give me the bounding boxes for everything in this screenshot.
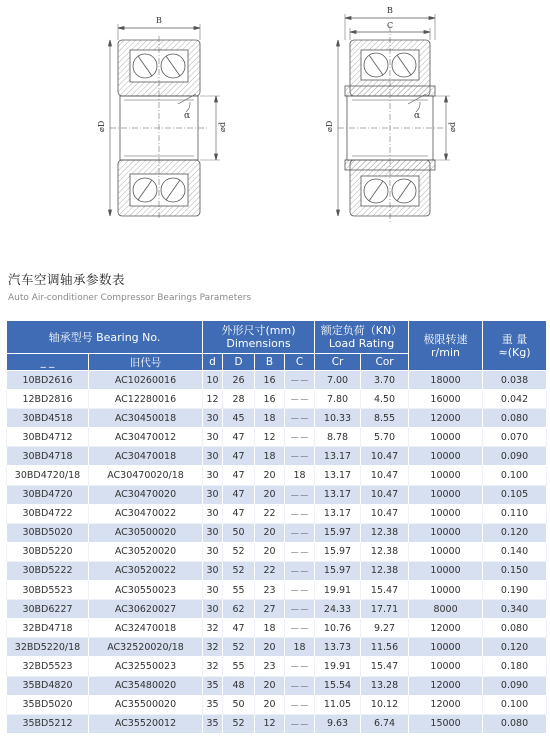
cell-width-c: －－ — [285, 714, 315, 733]
bearing-drawings — [0, 0, 550, 240]
header-speed — [409, 321, 483, 371]
cell-outer-d: 52 — [223, 714, 255, 733]
cell-old-code: AC30500020 — [89, 523, 203, 542]
cell-width-b: 18 — [255, 619, 285, 638]
cell-speed: 8000 — [409, 600, 483, 619]
cell-width-c: －－ — [285, 695, 315, 714]
cell-cr: 13.17 — [315, 504, 361, 523]
cell-speed: 10000 — [409, 428, 483, 447]
cell-new-code: 32BD5523 — [7, 657, 89, 676]
cell-old-code: AC30620027 — [89, 600, 203, 619]
cell-speed: 12000 — [409, 619, 483, 638]
cell-width-c: －－ — [285, 542, 315, 561]
cell-new-code: 35BD4820 — [7, 676, 89, 695]
cell-outer-d: 62 — [223, 600, 255, 619]
cell-outer-d: 28 — [223, 390, 255, 409]
cell-cor: 12.38 — [361, 523, 409, 542]
right-dim-b: B — [387, 6, 393, 15]
header-d: d — [203, 354, 223, 371]
cell-weight: 0.340 — [483, 600, 547, 619]
cell-d: 35 — [203, 695, 223, 714]
cell-width-b: 20 — [255, 523, 285, 542]
cell-new-code: 30BD4518 — [7, 409, 89, 428]
table-row — [7, 371, 547, 390]
cell-speed: 10000 — [409, 581, 483, 600]
cell-width-b: 20 — [255, 638, 285, 657]
cell-width-c: －－ — [285, 504, 315, 523]
table-row — [7, 657, 547, 676]
cell-outer-d: 52 — [223, 542, 255, 561]
cell-speed: 16000 — [409, 390, 483, 409]
cell-width-b: 20 — [255, 676, 285, 695]
cell-width-b: 20 — [255, 695, 285, 714]
cell-outer-d: 47 — [223, 428, 255, 447]
cell-old-code: AC30470018 — [89, 447, 203, 466]
cell-d: 30 — [203, 561, 223, 580]
cell-cr: 13.17 — [315, 447, 361, 466]
header-speed-en: r/min — [431, 345, 461, 359]
header-cr: Cr — [315, 354, 361, 371]
header-bearing-no: 轴承型号 Bearing No. — [7, 321, 203, 354]
cell-old-code: AC12280016 — [89, 390, 203, 409]
cell-outer-d: 47 — [223, 485, 255, 504]
cell-d: 32 — [203, 619, 223, 638]
header-dimensions-en: Dimensions — [226, 337, 291, 350]
cell-width-b: 22 — [255, 504, 285, 523]
cell-weight: 0.070 — [483, 428, 547, 447]
cell-d: 30 — [203, 523, 223, 542]
table-row — [7, 695, 547, 714]
cell-cor: 10.47 — [361, 466, 409, 485]
cell-speed: 12000 — [409, 409, 483, 428]
cell-d: 32 — [203, 638, 223, 657]
cell-weight: 0.120 — [483, 523, 547, 542]
cell-cor: 12.38 — [361, 542, 409, 561]
left-dim-d-inner: ⌀d — [218, 122, 227, 132]
cell-speed: 10000 — [409, 638, 483, 657]
cell-cr: 7.80 — [315, 390, 361, 409]
table-row — [7, 638, 547, 657]
cell-weight: 0.110 — [483, 504, 547, 523]
cell-old-code: AC30470020 — [89, 485, 203, 504]
cell-width-c: －－ — [285, 619, 315, 638]
cell-cr: 13.17 — [315, 466, 361, 485]
cell-old-code: AC10260016 — [89, 371, 203, 390]
table-row — [7, 466, 547, 485]
cell-d: 30 — [203, 600, 223, 619]
cell-new-code: 10BD2616 — [7, 371, 89, 390]
cell-new-code: 30BD4712 — [7, 428, 89, 447]
cell-d: 30 — [203, 409, 223, 428]
cell-speed: 10000 — [409, 542, 483, 561]
table-row — [7, 523, 547, 542]
cell-old-code: AC30470020/18 — [89, 466, 203, 485]
right-bearing-drawing — [337, 14, 451, 222]
header-B: B — [255, 354, 285, 371]
table-row — [7, 619, 547, 638]
cell-cr: 11.05 — [315, 695, 361, 714]
cell-width-b: 18 — [255, 409, 285, 428]
title-english: Auto Air-conditioner Compressor Bearings Parameters — [8, 293, 252, 303]
cell-d: 30 — [203, 447, 223, 466]
cell-width-c: －－ — [285, 447, 315, 466]
cell-new-code: 12BD2816 — [7, 390, 89, 409]
cell-d: 35 — [203, 714, 223, 733]
cell-cr: 15.97 — [315, 561, 361, 580]
cell-width-b: 16 — [255, 371, 285, 390]
cell-width-c: －－ — [285, 428, 315, 447]
cell-weight: 0.180 — [483, 657, 547, 676]
cell-width-c: 18 — [285, 638, 315, 657]
cell-weight: 0.042 — [483, 390, 547, 409]
header-C: C — [285, 354, 315, 371]
cell-cor: 10.47 — [361, 447, 409, 466]
cell-d: 30 — [203, 485, 223, 504]
right-dim-d-outer: ⌀D — [325, 120, 334, 132]
cell-speed: 10000 — [409, 447, 483, 466]
cell-cr: 15.97 — [315, 542, 361, 561]
cell-outer-d: 52 — [223, 638, 255, 657]
cell-width-c: －－ — [285, 390, 315, 409]
cell-new-code: 30BD5220 — [7, 542, 89, 561]
right-dim-d-inner: ⌀d — [448, 122, 457, 132]
cell-d: 30 — [203, 504, 223, 523]
cell-width-c: －－ — [285, 581, 315, 600]
cell-old-code: AC32470018 — [89, 619, 203, 638]
cell-new-code: 30BD5222 — [7, 561, 89, 580]
left-angle-alpha: α — [184, 111, 191, 121]
cell-speed: 10000 — [409, 466, 483, 485]
header-speed-cn: 极限转速 — [423, 332, 468, 346]
cell-cr: 24.33 — [315, 600, 361, 619]
cell-weight: 0.105 — [483, 485, 547, 504]
cell-speed: 18000 — [409, 371, 483, 390]
cell-new-code: 32BD4718 — [7, 619, 89, 638]
cell-old-code: AC30520022 — [89, 561, 203, 580]
cell-d: 12 — [203, 390, 223, 409]
cell-width-c: 18 — [285, 466, 315, 485]
cell-cor: 8.55 — [361, 409, 409, 428]
cell-old-code: AC30470022 — [89, 504, 203, 523]
cell-cr: 15.97 — [315, 523, 361, 542]
cell-old-code: AC30450018 — [89, 409, 203, 428]
header-weight — [483, 321, 547, 371]
cell-cr: 13.17 — [315, 485, 361, 504]
cell-cr: 10.33 — [315, 409, 361, 428]
cell-weight: 0.140 — [483, 542, 547, 561]
cell-new-code: 30BD5523 — [7, 581, 89, 600]
cell-d: 10 — [203, 371, 223, 390]
cell-outer-d: 55 — [223, 657, 255, 676]
cell-width-b: 12 — [255, 428, 285, 447]
table-row — [7, 600, 547, 619]
cell-cr: 19.91 — [315, 657, 361, 676]
cell-d: 30 — [203, 466, 223, 485]
cell-weight: 0.090 — [483, 447, 547, 466]
cell-outer-d: 47 — [223, 619, 255, 638]
cell-cor: 17.71 — [361, 600, 409, 619]
cell-outer-d: 47 — [223, 447, 255, 466]
cell-new-code: 30BD5020 — [7, 523, 89, 542]
bearing-spec-table — [6, 320, 547, 734]
cell-width-b: 18 — [255, 447, 285, 466]
cell-d: 32 — [203, 657, 223, 676]
cell-old-code: AC30520020 — [89, 542, 203, 561]
cell-speed: 10000 — [409, 657, 483, 676]
right-dim-c: C — [386, 21, 394, 30]
cell-cor: 4.50 — [361, 390, 409, 409]
cell-cor: 10.47 — [361, 504, 409, 523]
cell-width-c: －－ — [285, 657, 315, 676]
cell-speed: 10000 — [409, 561, 483, 580]
cell-speed: 10000 — [409, 485, 483, 504]
cell-width-b: 23 — [255, 657, 285, 676]
header-load-rating — [315, 321, 409, 354]
cell-new-code: 30BD4720/18 — [7, 466, 89, 485]
cell-old-code: AC32520020/18 — [89, 638, 203, 657]
cell-cor: 9.27 — [361, 619, 409, 638]
header-weight-en: ≈(Kg) — [498, 345, 531, 359]
table-row — [7, 542, 547, 561]
cell-weight: 0.080 — [483, 714, 547, 733]
cell-speed: 12000 — [409, 676, 483, 695]
cell-new-code: 30BD4718 — [7, 447, 89, 466]
cell-width-c: －－ — [285, 561, 315, 580]
cell-width-b: 20 — [255, 466, 285, 485]
cell-weight: 0.150 — [483, 561, 547, 580]
right-angle-alpha: α — [414, 111, 421, 121]
cell-cr: 13.73 — [315, 638, 361, 657]
cell-outer-d: 52 — [223, 561, 255, 580]
header-new-code: _ _ — [7, 354, 89, 371]
cell-speed: 10000 — [409, 504, 483, 523]
cell-outer-d: 47 — [223, 466, 255, 485]
cell-speed: 15000 — [409, 714, 483, 733]
cell-speed: 12000 — [409, 695, 483, 714]
table-row — [7, 561, 547, 580]
header-dimensions-cn: 外形尺寸(mm) — [221, 324, 296, 337]
cell-outer-d: 48 — [223, 676, 255, 695]
table-row — [7, 581, 547, 600]
cell-width-c: －－ — [285, 523, 315, 542]
cell-width-b: 23 — [255, 581, 285, 600]
cell-weight: 0.100 — [483, 466, 547, 485]
cell-d: 30 — [203, 428, 223, 447]
table-title-block — [8, 270, 251, 303]
cell-cor: 3.70 — [361, 371, 409, 390]
cell-d: 35 — [203, 676, 223, 695]
cell-width-b: 16 — [255, 390, 285, 409]
table-row — [7, 485, 547, 504]
cell-weight: 0.120 — [483, 638, 547, 657]
cell-new-code: 30BD4722 — [7, 504, 89, 523]
cell-old-code: AC32550023 — [89, 657, 203, 676]
cell-cor: 15.47 — [361, 581, 409, 600]
table-row — [7, 676, 547, 695]
header-old-code: 旧代号 — [89, 354, 203, 371]
cell-old-code: AC35480020 — [89, 676, 203, 695]
cell-outer-d: 50 — [223, 523, 255, 542]
cell-new-code: 35BD5020 — [7, 695, 89, 714]
cell-outer-d: 26 — [223, 371, 255, 390]
table-row — [7, 390, 547, 409]
header-weight-cn: 重 量 — [501, 332, 528, 346]
cell-new-code: 35BD5212 — [7, 714, 89, 733]
cell-cor: 15.47 — [361, 657, 409, 676]
cell-cr: 7.00 — [315, 371, 361, 390]
cell-weight: 0.100 — [483, 695, 547, 714]
cell-weight: 0.090 — [483, 676, 547, 695]
cell-cor: 10.12 — [361, 695, 409, 714]
cell-width-c: －－ — [285, 676, 315, 695]
cell-cor: 5.70 — [361, 428, 409, 447]
cell-cor: 11.56 — [361, 638, 409, 657]
table-row — [7, 504, 547, 523]
cell-width-c: －－ — [285, 409, 315, 428]
table-row — [7, 447, 547, 466]
cell-width-c: －－ — [285, 600, 315, 619]
cell-weight: 0.080 — [483, 409, 547, 428]
header-dimensions — [203, 321, 315, 354]
cell-old-code: AC30470012 — [89, 428, 203, 447]
cell-width-b: 20 — [255, 485, 285, 504]
cell-speed: 10000 — [409, 523, 483, 542]
cell-cr: 15.54 — [315, 676, 361, 695]
cell-outer-d: 50 — [223, 695, 255, 714]
left-dim-d-outer: ⌀D — [97, 120, 106, 132]
cell-cor: 6.74 — [361, 714, 409, 733]
cell-d: 30 — [203, 542, 223, 561]
cell-old-code: AC35520012 — [89, 714, 203, 733]
cell-width-c: －－ — [285, 371, 315, 390]
header-cor: Cor — [361, 354, 409, 371]
cell-new-code: 30BD6227 — [7, 600, 89, 619]
cell-width-b: 20 — [255, 542, 285, 561]
cell-old-code: AC35500020 — [89, 695, 203, 714]
cell-weight: 0.038 — [483, 371, 547, 390]
header-load-cn: 额定负荷（KN） — [320, 324, 403, 337]
cell-new-code: 30BD4720 — [7, 485, 89, 504]
table-row — [7, 428, 547, 447]
title-chinese: 汽车空调轴承参数表 — [8, 272, 126, 287]
cell-cr: 9.63 — [315, 714, 361, 733]
table-row — [7, 714, 547, 733]
cell-width-b: 22 — [255, 561, 285, 580]
left-bearing-drawing — [109, 24, 221, 220]
cell-d: 30 — [203, 581, 223, 600]
header-D: D — [223, 354, 255, 371]
cell-cr: 19.91 — [315, 581, 361, 600]
cell-width-b: 12 — [255, 714, 285, 733]
cell-cr: 8.78 — [315, 428, 361, 447]
cell-outer-d: 47 — [223, 504, 255, 523]
header-load-en: Load Rating — [328, 337, 395, 350]
cell-outer-d: 45 — [223, 409, 255, 428]
cell-new-code: 32BD5220/18 — [7, 638, 89, 657]
cell-old-code: AC30550023 — [89, 581, 203, 600]
table-body — [7, 371, 547, 734]
cell-weight: 0.190 — [483, 581, 547, 600]
cell-weight: 0.080 — [483, 619, 547, 638]
cell-cr: 10.76 — [315, 619, 361, 638]
left-dim-b: B — [156, 16, 162, 25]
cell-cor: 10.47 — [361, 485, 409, 504]
cell-cor: 12.38 — [361, 561, 409, 580]
cell-outer-d: 55 — [223, 581, 255, 600]
table-row — [7, 409, 547, 428]
cell-width-c: －－ — [285, 485, 315, 504]
cell-cor: 13.28 — [361, 676, 409, 695]
cell-width-b: 27 — [255, 600, 285, 619]
